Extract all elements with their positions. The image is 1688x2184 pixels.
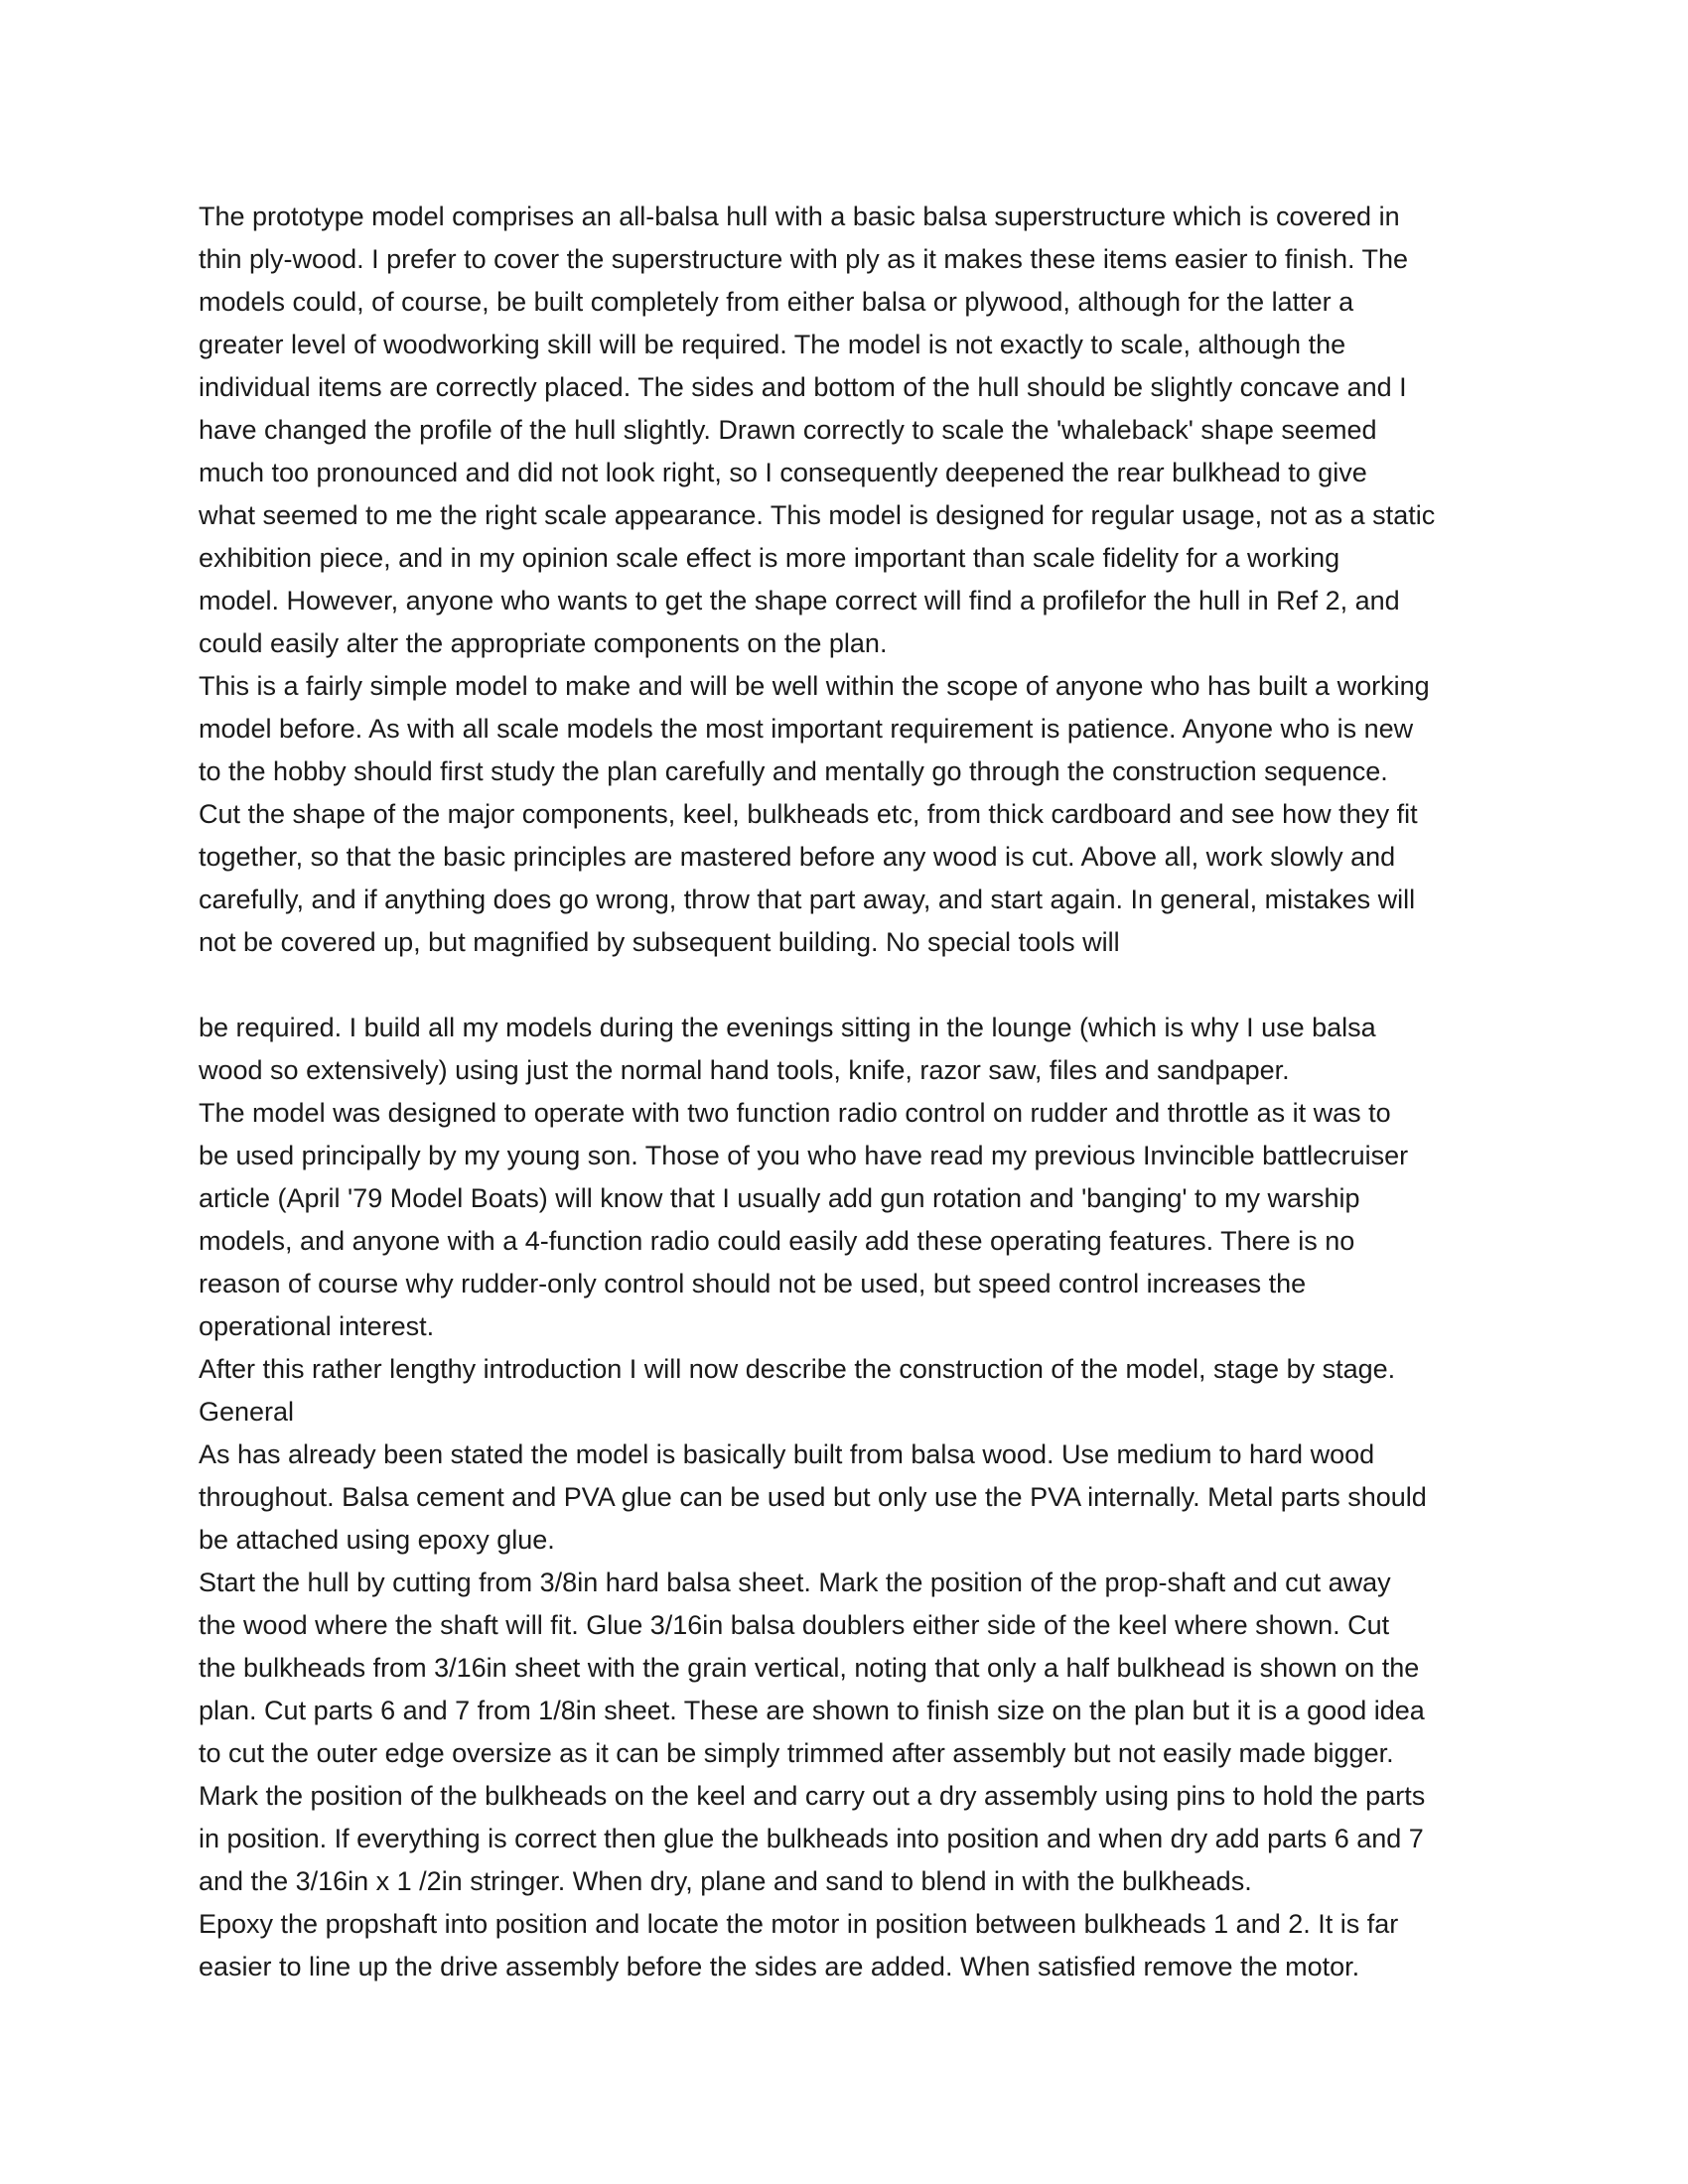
text-line: Cut the shape of the major components, keel, bulkheads etc, from thick cardboard and see how they fit (199, 799, 1418, 829)
text-line: together, so that the basic principles are mastered before any wood is cut. Above all, work slowly and (199, 842, 1396, 872)
text-line: have changed the profile of the hull slightly. Drawn correctly to scale the 'whaleback' shape seemed (199, 415, 1377, 445)
text-line: could easily alter the appropriate components on the plan. (199, 628, 888, 658)
text-line: easier to line up the drive assembly before the sides are added. When satisfied remove the motor. (199, 1952, 1360, 1981)
text-line: thin ply-wood. I prefer to cover the superstructure with ply as it makes these items easier to finish. The (199, 244, 1409, 274)
text-line: Epoxy the propshaft into position and locate the motor in position between bulkheads 1 and 2. It is far (199, 1909, 1399, 1939)
text-line: be required. I build all my models during the evenings sitting in the lounge (which is why I use balsa (199, 1013, 1376, 1042)
text-line: be used principally by my young son. Those of you who have read my previous Invincible battlecruiser (199, 1141, 1409, 1170)
text-line: not be covered up, but magnified by subsequent building. No special tools will (199, 927, 1120, 957)
text-line: wood so extensively) using just the normal hand tools, knife, razor saw, files and sandpaper. (199, 1055, 1290, 1085)
text-line: reason of course why rudder-only control should not be used, but speed control increases the (199, 1269, 1307, 1298)
text-line: Start the hull by cutting from 3/8in hard balsa sheet. Mark the position of the prop-shaft and cut away (199, 1568, 1391, 1597)
text-line: plan. Cut parts 6 and 7 from 1/8in sheet. These are shown to finish size on the plan but it is a good idea (199, 1696, 1425, 1725)
text-line: individual items are correctly placed. The sides and bottom of the hull should be slightly concave and I (199, 372, 1407, 402)
text-line: This is a fairly simple model to make and will be well within the scope of anyone who has built a working (199, 671, 1430, 701)
text-block-construction (199, 1007, 1519, 1988)
text-line: model. However, anyone who wants to get the shape correct will find a profilefor the hull in Ref 2, and (199, 586, 1400, 615)
text-line: models could, of course, be built completely from either balsa or plywood, although for the latter a (199, 287, 1354, 317)
text-block-intro (199, 196, 1519, 964)
text-line: After this rather lengthy introduction I will now describe the construction of the model, stage by stage. (199, 1354, 1396, 1384)
text-line: model before. As with all scale models the most important requirement is patience. Anyone who is new (199, 714, 1414, 744)
text-line: greater level of woodworking skill will be required. The model is not exactly to scale, although the (199, 330, 1346, 359)
text-line: in position. If everything is correct then glue the bulkheads into position and when dry add parts 6 and 7 (199, 1824, 1424, 1853)
text-line: carefully, and if anything does go wrong, throw that part away, and start again. In general, mistakes will (199, 885, 1416, 914)
text-line: models, and anyone with a 4-function radio could easily add these operating features. There is no (199, 1226, 1355, 1256)
text-line: As has already been stated the model is basically built from balsa wood. Use medium to hard wood (199, 1439, 1375, 1469)
text-line: much too pronounced and did not look right, so I consequently deepened the rear bulkhead to give (199, 458, 1367, 487)
text-line: the bulkheads from 3/16in sheet with the grain vertical, noting that only a half bulkhead is shown on the (199, 1653, 1420, 1683)
section-heading-general: General (199, 1397, 295, 1427)
text-line: what seemed to me the right scale appearance. This model is designed for regular usage, not as a static (199, 500, 1436, 530)
text-line: throughout. Balsa cement and PVA glue can be used but only use the PVA internally. Metal parts should (199, 1482, 1427, 1512)
text-line: be attached using epoxy glue. (199, 1525, 555, 1555)
text-line: to the hobby should first study the plan carefully and mentally go through the construction sequence. (199, 756, 1388, 786)
text-line: operational interest. (199, 1311, 435, 1341)
text-line: to cut the outer edge oversize as it can be simply trimmed after assembly but not easily made bigger. (199, 1738, 1394, 1768)
text-line: The model was designed to operate with two function radio control on rudder and throttle as it was to (199, 1098, 1391, 1128)
text-line: exhibition piece, and in my opinion scale effect is more important than scale fidelity for a working (199, 543, 1340, 573)
text-line: The prototype model comprises an all-balsa hull with a basic balsa superstructure which is covered in (199, 202, 1400, 231)
text-line: and the 3/16in x 1 /2in stringer. When dry, plane and sand to blend in with the bulkheads. (199, 1866, 1252, 1896)
text-line: article (April '79 Model Boats) will know that I usually add gun rotation and 'banging' to my warship (199, 1183, 1360, 1213)
text-line: Mark the position of the bulkheads on the keel and carry out a dry assembly using pins to hold the parts (199, 1781, 1426, 1811)
text-line: the wood where the shaft will fit. Glue 3/16in balsa doublers either side of the keel where shown. Cut (199, 1610, 1390, 1640)
